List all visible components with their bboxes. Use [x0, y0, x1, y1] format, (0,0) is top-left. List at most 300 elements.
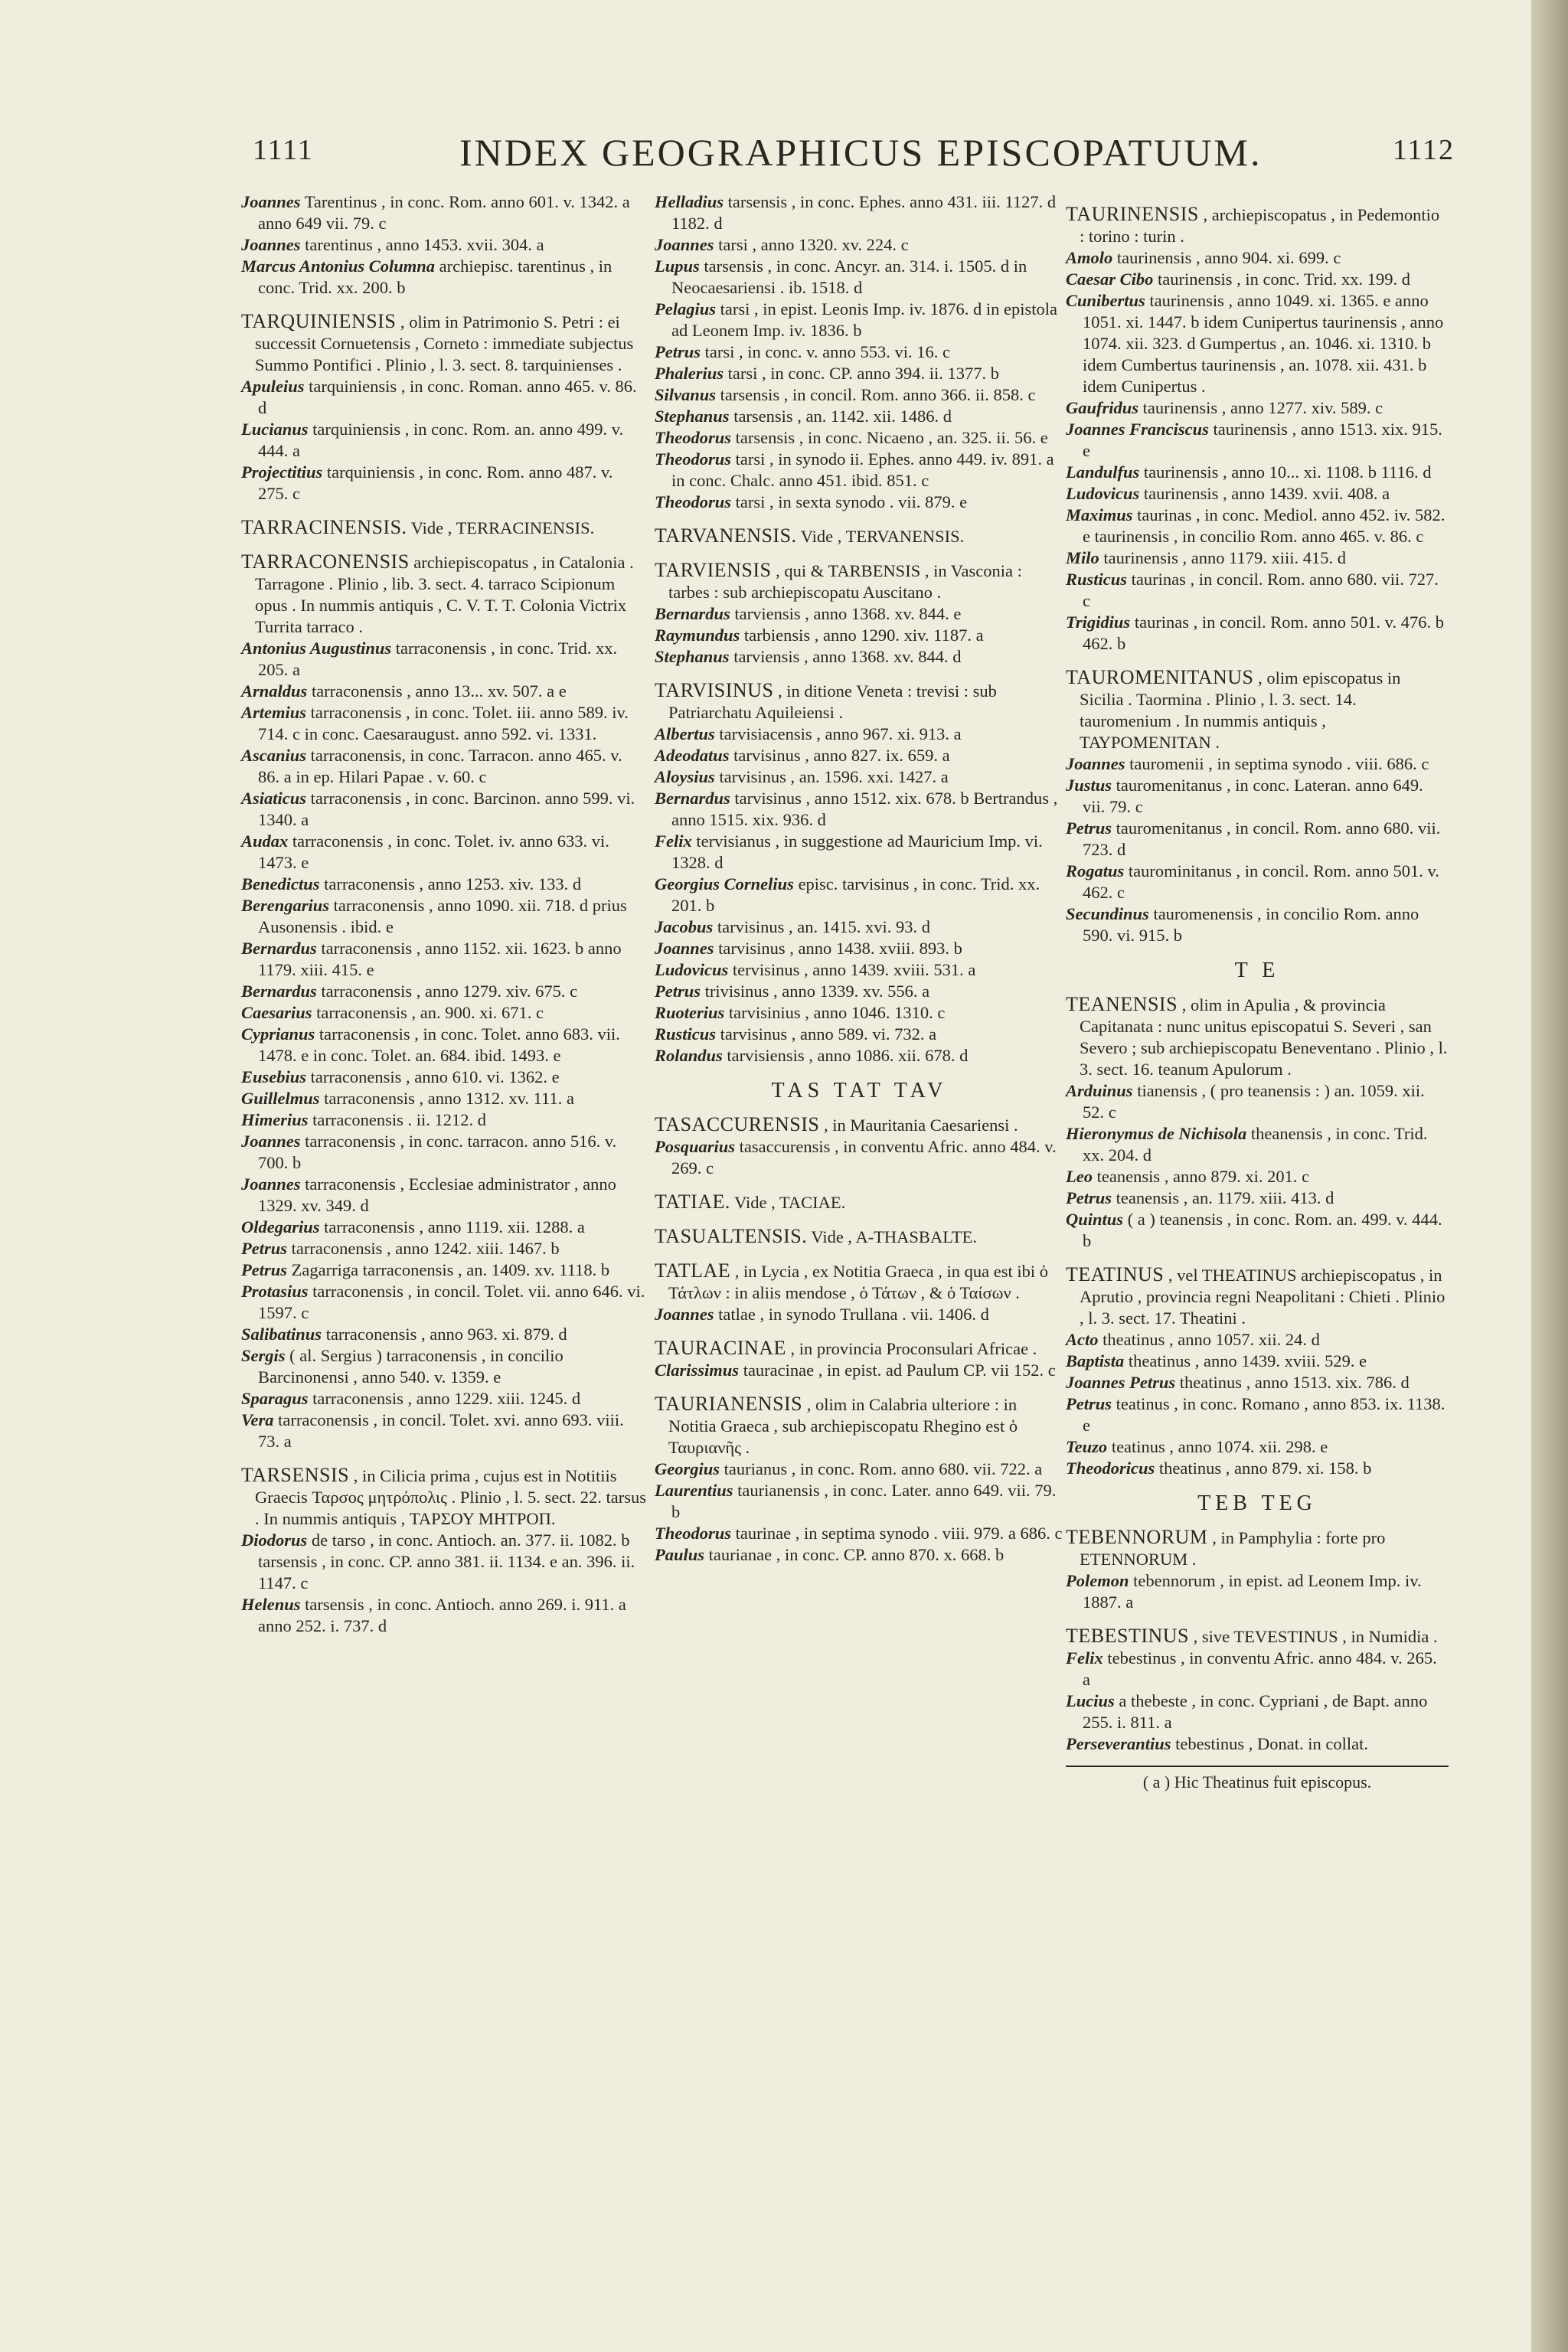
entry-text: tarraconensis , anno 13... xv. 507. a e: [311, 681, 567, 701]
entry-text: tasaccurensis , in conventu Afric. anno 484. v. 269. c: [671, 1137, 1057, 1178]
entry-text: tarraconensis , anno 1229. xiii. 1245. d: [312, 1389, 581, 1408]
section-heading: TEB TEG: [1197, 1491, 1317, 1515]
index-entry: [241, 256, 647, 299]
entry-text: tarraconensis , in conc. Barcinon. anno 599. vi. 1340. a: [258, 789, 635, 829]
bishop-name: Joannes Franciscus: [1066, 420, 1209, 439]
bishop-name: Maximus: [1066, 505, 1133, 524]
bishop-name: Joannes: [1066, 754, 1125, 773]
index-entry: [1066, 290, 1449, 397]
entry-text: tarvisinus , an. 1596. xxi. 1427. a: [719, 767, 949, 786]
bishop-name: Amolo: [1066, 248, 1113, 267]
entry-text: taurianensis , in conc. Later. anno 649. vii. 79. b: [671, 1481, 1057, 1521]
entry-text: theatinus , anno 1057. xii. 24. d: [1102, 1330, 1320, 1349]
entry-text: tarquiniensis , in conc. Rom. anno 487. v. 275. c: [258, 462, 613, 503]
index-entry: [1066, 1123, 1449, 1166]
entry-text: tarsensis , in conc. Ancyr. an. 314. i. 1505. d in Neocaesariensi . ib. 1518. d: [671, 256, 1027, 297]
bishop-name: Protasius: [241, 1282, 309, 1301]
bishop-name: Projectitius: [241, 462, 323, 482]
bishop-name: Joannes: [241, 192, 301, 211]
index-entry: [1066, 1166, 1449, 1187]
headword: TAURACINAE: [655, 1337, 786, 1359]
headword: TARVIENSIS: [655, 559, 772, 581]
entry-text: tarsensis , in concil. Rom. anno 366. ii. 858. c: [720, 385, 1036, 404]
index-heading: [1066, 1625, 1449, 1648]
entry-text: tarsi , anno 1320. xv. 224. c: [718, 235, 909, 254]
entry-text: tebestinus , in conventu Afric. anno 484. v. 265. a: [1083, 1648, 1437, 1689]
entry-text: Vide , A-THASBALTE.: [811, 1227, 977, 1246]
bishop-name: Albertus: [655, 724, 715, 743]
index-entry: [241, 234, 647, 256]
index-entry: [1066, 483, 1449, 505]
entry-text: tarsensis , an. 1142. xii. 1486. d: [733, 407, 952, 426]
entry-text: taurinensis , anno 1513. xix. 915. e: [1083, 420, 1442, 460]
index-heading: [241, 517, 647, 539]
entry-text: taurianae , in conc. CP. anno 870. x. 668. b: [708, 1545, 1004, 1564]
bishop-name: Stephanus: [655, 647, 730, 666]
entry-text: theatinus , anno 1439. xviii. 529. e: [1128, 1351, 1367, 1370]
bishop-name: Diodorus: [241, 1530, 308, 1550]
entry-text: tebestinus , Donat. in collat.: [1175, 1734, 1368, 1753]
bishop-name: Clarissimus: [655, 1361, 740, 1380]
index-entry: [655, 191, 1064, 234]
entry-text: tauracinae , in epist. ad Paulum CP. vii 152. c: [743, 1361, 1056, 1380]
headword: TARRACINENSIS.: [241, 516, 407, 538]
index-heading: [655, 525, 1064, 547]
bishop-name: Georgius Cornelius: [655, 874, 794, 893]
entry-text: Vide , TERVANENSIS.: [800, 527, 965, 546]
entry-text: tarsi , in conc. CP. anno 394. ii. 1377. b: [727, 364, 1000, 383]
bishop-name: Hieronymus de Nichisola: [1066, 1124, 1247, 1143]
entry-text: taurinas , in concil. Rom. anno 501. v. 476. b 462. b: [1083, 612, 1444, 653]
bishop-name: Paulus: [655, 1545, 705, 1564]
index-entry: [241, 702, 647, 745]
index-heading: [1066, 1264, 1449, 1329]
index-heading: [655, 1191, 1064, 1214]
bishop-name: Milo: [1066, 548, 1099, 567]
index-entry: [241, 1594, 647, 1637]
headword: TATIAE.: [655, 1191, 730, 1213]
page-number-left: 1111: [253, 134, 314, 166]
bishop-name: Helladius: [655, 192, 724, 211]
index-entry: [655, 492, 1064, 513]
entry-text: tarraconensis , anno 1242. xiii. 1467. b: [291, 1239, 560, 1258]
index-entry: [1066, 419, 1449, 462]
entry-text: tarvisinus , anno 1512. xix. 678. b Bertrandus , anno 1515. xix. 936. d: [671, 789, 1058, 829]
entry-text: tarraconensis , anno 963. xi. 879. d: [325, 1325, 567, 1344]
index-entry: [241, 1238, 647, 1259]
bishop-name: Felix: [655, 831, 692, 851]
entry-text: Vide , TERRACINENSIS.: [410, 518, 595, 537]
entry-text: tarvisinus , anno 589. vi. 732. a: [720, 1024, 937, 1044]
entry-text: tatlae , in synodo Trullana . vii. 1406. d: [718, 1305, 989, 1324]
entry-text: teatinus , anno 1074. xii. 298. e: [1111, 1437, 1328, 1456]
entry-text: , in ditione Veneta : trevisi : sub Patriarchatu Aquileiensi .: [668, 681, 997, 722]
bishop-name: Trigidius: [1066, 612, 1131, 632]
index-entry: [655, 766, 1064, 788]
entry-text: tarraconensis , anno 1253. xiv. 133. d: [324, 874, 582, 893]
entry-text: tianensis , ( pro teanensis : ) an. 1059. xii. 52. c: [1083, 1081, 1425, 1122]
index-entry: [655, 745, 1064, 766]
index-entry: [1066, 547, 1449, 569]
index-entry: [655, 1304, 1064, 1325]
entry-text: tarsi , in conc. v. anno 553. vi. 16. c: [704, 342, 950, 361]
index-entry: [655, 959, 1064, 981]
index-entry: [655, 724, 1064, 745]
index-heading: [655, 1260, 1064, 1304]
index-entry: [1066, 818, 1449, 861]
bishop-name: Petrus: [241, 1260, 288, 1279]
index-entry: [1066, 1690, 1449, 1733]
bishop-name: Petrus: [655, 342, 701, 361]
index-entry: [1066, 1372, 1449, 1393]
entry-text: tarsensis , in conc. Ephes. anno 431. iii. 1127. d 1182. d: [671, 192, 1057, 233]
entry-text: tarsi , in synodo ii. Ephes. anno 449. iv. 891. a in conc. Chalc. anno 451. ibid. 851. c: [671, 449, 1054, 490]
bishop-name: Vera: [241, 1410, 274, 1429]
bishop-name: Caesarius: [241, 1003, 312, 1022]
index-entry: [241, 1217, 647, 1238]
index-entry: [655, 646, 1064, 668]
page-number-right: 1112: [1392, 134, 1455, 166]
headword: TAUROMENITANUS: [1066, 666, 1254, 688]
bishop-name: Georgius: [655, 1459, 720, 1478]
bishop-name: Bernardus: [655, 604, 730, 623]
bishop-name: Bernardus: [241, 982, 317, 1001]
index-entry: [241, 831, 647, 874]
entry-text: tarraconensis , anno 1152. xii. 1623. b anno 1179. xiii. 415. e: [258, 939, 622, 979]
entry-text: tarviensis , anno 1368. xv. 844. e: [734, 604, 962, 623]
entry-text: tarvisiacensis , anno 967. xi. 913. a: [719, 724, 962, 743]
index-entry: [655, 384, 1064, 406]
index-entry: [655, 874, 1064, 916]
entry-text: de tarso , in conc. Antioch. an. 377. ii. 1082. b tarsensis , in conc. CP. anno 381. ii. 1134. e an. 396. ii. 1147. c: [258, 1530, 635, 1592]
headword: TASUALTENSIS.: [655, 1225, 808, 1247]
index-entry: [241, 1281, 647, 1324]
headword: TEATINUS: [1066, 1263, 1165, 1285]
index-entry: [655, 1024, 1064, 1045]
index-heading: [1066, 204, 1449, 247]
entry-text: tarraconensis , Ecclesiae administrator , anno 1329. xv. 349. d: [258, 1174, 616, 1215]
index-entry: [241, 745, 647, 788]
index-entry: [655, 341, 1064, 363]
index-entry: [241, 1345, 647, 1388]
bishop-name: Joannes: [655, 235, 714, 254]
bishop-name: Leo: [1066, 1167, 1093, 1186]
entry-text: tarsi , in epist. Leonis Imp. iv. 1876. d in epistola ad Leonem Imp. iv. 1836. b: [671, 299, 1058, 340]
bishop-name: Joannes: [241, 1132, 301, 1151]
bishop-name: Ludovicus: [655, 960, 729, 979]
headword: TAURIANENSIS: [655, 1393, 803, 1415]
bishop-name: Teuzo: [1066, 1437, 1108, 1456]
entry-text: tarraconensis , in conc. Tolet. iv. anno 633. vi. 1473. e: [258, 831, 609, 872]
bishop-name: Laurentius: [655, 1481, 733, 1500]
entry-text: , olim in Patrimonio S. Petri : ei successit Cornuetensis , Corneto : immediate subjectus Summo Pontifici . Plinio , l. 3. sect. 8. tarquinienses .: [255, 312, 634, 374]
bishop-name: Himerius: [241, 1110, 309, 1129]
index-heading: [655, 1114, 1064, 1136]
bishop-name: Petrus: [655, 982, 701, 1001]
entry-text: teatinus , in conc. Romano , anno 853. ix. 1138. e: [1083, 1394, 1446, 1435]
entry-text: tarviensis , anno 1368. xv. 844. d: [733, 647, 962, 666]
entry-text: taurinas , in conc. Mediol. anno 452. iv. 582. e taurinensis , in concilio Rom. anno 465. v. 86. c: [1083, 505, 1446, 546]
entry-text: taurinensis , anno 904. xi. 699. c: [1116, 248, 1341, 267]
index-entry: [241, 788, 647, 831]
headword: TARRACONENSIS: [241, 550, 410, 573]
bishop-name: Petrus: [1066, 818, 1112, 838]
bishop-name: Stephanus: [655, 407, 730, 426]
entry-text: tarraconensis , in conc. Tolet. iii. anno 589. iv. 714. c in conc. Caesaraugust. anno 592. vi. 1331.: [258, 703, 629, 743]
headword: TARVANENSIS.: [655, 524, 797, 547]
bishop-name: Lupus: [655, 256, 700, 276]
index-entry: [241, 1002, 647, 1024]
index-entry: [1066, 1648, 1449, 1690]
headword: TEBESTINUS: [1066, 1625, 1189, 1647]
bishop-name: Ruoterius: [655, 1003, 725, 1022]
bishop-name: Rogatus: [1066, 861, 1125, 880]
entry-text: tervisinus , anno 1439. xviii. 531. a: [732, 960, 976, 979]
entry-text: Vide , TACIAE.: [734, 1193, 846, 1212]
entry-text: tauromenitanus , in concil. Rom. anno 680. vii. 723. d: [1083, 818, 1441, 859]
entry-text: teanensis , anno 879. xi. 201. c: [1096, 1167, 1310, 1186]
headword: TEBENNORUM: [1066, 1526, 1208, 1548]
index-entry: [1066, 1436, 1449, 1458]
bishop-name: Salibatinus: [241, 1325, 322, 1344]
bishop-name: Quintus: [1066, 1210, 1124, 1229]
index-entry: [241, 1088, 647, 1109]
index-entry: [655, 1523, 1064, 1544]
bishop-name: Arduinus: [1066, 1081, 1133, 1100]
entry-text: , in Cilicia prima , cujus est in Notitiis Graecis Ταρσος μητρόπολις . Plinio , l. 5. sect. 22. tarsus . In nummis antiquis , ΤΑΡΣΟΥ ΜΗΤΡΟΠ.: [255, 1466, 647, 1528]
bishop-name: Guillelmus: [241, 1089, 320, 1108]
index-entry: [655, 449, 1064, 492]
index-entry: [241, 938, 647, 981]
index-entry: [1066, 1351, 1449, 1372]
bishop-name: Eusebius: [241, 1067, 307, 1086]
entry-text: tarraconensis , in concil. Tolet. xvi. anno 693. viii. 73. a: [258, 1410, 624, 1451]
entry-text: tarraconensis , in conc. tarracon. anno 516. v. 700. b: [258, 1132, 617, 1172]
entry-text: , archiepiscopatus , in Pedemontio : torino : turin .: [1080, 205, 1440, 246]
entry-text: tarsensis , in conc. Antioch. anno 269. i. 911. a anno 252. i. 737. d: [258, 1595, 626, 1635]
entry-text: , vel THEATINUS archiepiscopatus , in Aprutio , provincia regni Neapolitani : Chieti . Plinio , l. 3. sect. 17. Theatini .: [1080, 1266, 1446, 1328]
index-entry: [241, 376, 647, 419]
index-heading: [241, 551, 647, 638]
bishop-name: Justus: [1066, 776, 1112, 795]
section-heading: T E: [1234, 959, 1280, 982]
entry-text: tarvisinius , anno 1046. 1310. c: [728, 1003, 946, 1022]
index-entry: [1066, 1209, 1449, 1252]
bishop-name: Lucianus: [241, 420, 309, 439]
bishop-name: Ludovicus: [1066, 484, 1140, 503]
index-entry: [1066, 1080, 1449, 1123]
bishop-name: Helenus: [241, 1595, 301, 1614]
entry-text: taurinensis , anno 1049. xi. 1365. e anno 1051. xi. 1447. b idem Cunipertus taurinensis , anno 1074. xii. 323. d Gumpertus , an. 1046. xi. 1310. b idem Cumbertus taurinensis , an. 1078. xii. 431. b idem Cunipertus .: [1083, 291, 1444, 396]
index-entry: [1066, 397, 1449, 419]
index-heading: [241, 1465, 647, 1530]
index-entry: [655, 256, 1064, 299]
entry-text: tarraconensis , in conc. Trid. xx. 205. a: [258, 639, 618, 679]
index-entry: [241, 419, 647, 462]
entry-text: tarraconensis , anno 1312. xv. 111. a: [324, 1089, 574, 1108]
bishop-name: Lucius: [1066, 1691, 1115, 1710]
index-entry: [1066, 462, 1449, 483]
entry-text: ( a ) teanensis , in conc. Rom. an. 499. v. 444. b: [1083, 1210, 1442, 1250]
entry-text: theatinus , anno 879. xi. 158. b: [1158, 1459, 1372, 1478]
entry-text: , sive TEVESTINUS , in Numidia .: [1193, 1627, 1438, 1646]
bishop-name: Jacobus: [655, 917, 714, 936]
bishop-name: Rusticus: [1066, 570, 1128, 589]
headword: TAURINENSIS: [1066, 203, 1199, 225]
bishop-name: Gaufridus: [1066, 398, 1139, 417]
index-entry: [1066, 861, 1449, 903]
entry-text: tarquiniensis , in conc. Rom. an. anno 499. v. 444. a: [258, 420, 624, 460]
entry-text: taurinensis , anno 10... xi. 1108. b 1116. d: [1143, 462, 1432, 482]
bishop-name: Silvanus: [655, 385, 717, 404]
index-entry: [1066, 269, 1449, 290]
bishop-name: Rolandus: [655, 1046, 723, 1065]
index-entry: [1066, 1187, 1449, 1209]
index-entry: [1066, 775, 1449, 818]
entry-text: a thebeste , in conc. Cypriani , de Bapt. anno 255. i. 811. a: [1083, 1691, 1428, 1732]
headword: TARQUINIENSIS: [241, 310, 397, 332]
index-entry: [241, 191, 647, 234]
bishop-name: Joannes: [655, 1305, 714, 1324]
bishop-name: Ascanius: [241, 746, 307, 765]
bishop-name: Oldegarius: [241, 1217, 320, 1236]
index-entry: [1066, 1733, 1449, 1755]
bishop-name: Perseverantius: [1066, 1734, 1171, 1753]
entry-text: theatinus , anno 1513. xix. 786. d: [1179, 1373, 1410, 1392]
index-entry: [1066, 569, 1449, 612]
entry-text: tervisianus , in suggestione ad Mauricium Imp. vi. 1328. d: [671, 831, 1043, 872]
index-entry: [1066, 1570, 1449, 1613]
index-entry: [241, 681, 647, 702]
entry-text: , in Mauritania Caesariensi .: [823, 1116, 1018, 1135]
headword: TASACCURENSIS: [655, 1113, 820, 1135]
running-head: [253, 130, 1508, 184]
entry-text: taurominitanus , in concil. Rom. anno 501. v. 462. c: [1083, 861, 1439, 902]
index-entry: [1066, 753, 1449, 775]
index-entry: [241, 1530, 647, 1594]
bishop-name: Sparagus: [241, 1389, 309, 1408]
entry-text: , olim in Calabria ulteriore : in Notitia Graeca , sub archiepiscopatu Rhegino est ὁ Ταυριανῆς .: [668, 1395, 1018, 1457]
bishop-name: Landulfus: [1066, 462, 1140, 482]
entry-text: tarvisinus , anno 1438. xviii. 893. b: [718, 939, 962, 958]
bishop-name: Apuleius: [241, 377, 305, 396]
index-entry: [655, 916, 1064, 938]
column-middle: [655, 191, 1064, 1566]
headword: TATLAE: [655, 1259, 731, 1282]
index-entry: [655, 788, 1064, 831]
entry-text: taurinensis , in conc. Trid. xx. 199. d: [1158, 270, 1411, 289]
bishop-name: Felix: [1066, 1648, 1103, 1668]
entry-text: tarvisinus , anno 827. ix. 659. a: [733, 746, 950, 765]
bishop-name: Benedictus: [241, 874, 320, 893]
index-entry: [655, 1480, 1064, 1523]
index-entry: [241, 1109, 647, 1131]
index-heading: [655, 1338, 1064, 1360]
entry-text: taurinensis , anno 1439. xvii. 408. a: [1143, 484, 1390, 503]
index-heading: [655, 680, 1064, 724]
entry-text: tarvisinus , an. 1415. xvi. 93. d: [717, 917, 930, 936]
bishop-name: Rusticus: [655, 1024, 717, 1044]
bishop-name: Bernardus: [655, 789, 730, 808]
index-entry: [655, 1544, 1064, 1566]
section-heading: TAS TAT TAV: [771, 1079, 948, 1102]
entry-text: tarraconensis , in conc. Tolet. anno 683. vii. 1478. e in conc. Tolet. an. 684. ibid. 1493. e: [258, 1024, 620, 1065]
bishop-name: Adeodatus: [655, 746, 730, 765]
bishop-name: Marcus Antonius Columna: [241, 256, 436, 276]
index-heading: [655, 1393, 1064, 1459]
index-entry: [241, 1174, 647, 1217]
index-heading: [1066, 1527, 1449, 1570]
bishop-name: Acto: [1066, 1330, 1099, 1349]
bishop-name: Secundinus: [1066, 904, 1149, 923]
index-entry: [655, 938, 1064, 959]
bishop-name: Joannes: [241, 235, 301, 254]
entry-text: tarraconensis . ii. 1212. d: [312, 1110, 486, 1129]
entry-text: tarraconensis , anno 1090. xii. 718. d prius Ausonensis . ibid. e: [258, 896, 627, 936]
bishop-name: Joannes: [241, 1174, 301, 1194]
entry-text: tarraconensis, in conc. Tarracon. anno 465. v. 86. a in ep. Hilari Papae . v. 60. c: [258, 746, 622, 786]
entry-text: tarsi , in sexta synodo . vii. 879. e: [735, 492, 968, 511]
entry-text: taurianus , in conc. Rom. anno 680. vii. 722. a: [724, 1459, 1043, 1478]
bishop-name: Bernardus: [241, 939, 317, 958]
index-entry: [1066, 505, 1449, 547]
index-entry: [241, 1388, 647, 1410]
index-entry: [1066, 247, 1449, 269]
bishop-name: Theodoricus: [1066, 1459, 1155, 1478]
index-entry: [655, 1045, 1064, 1067]
entry-text: tarraconensis , anno 610. vi. 1362. e: [310, 1067, 560, 1086]
index-entry: [241, 462, 647, 505]
index-entry: [1066, 1329, 1449, 1351]
index-entry: [241, 1067, 647, 1088]
bishop-name: Cunibertus: [1066, 291, 1145, 310]
index-heading: [1066, 667, 1449, 753]
index-entry: [655, 1360, 1064, 1381]
entry-text: , olim in Apulia , & provincia Capitanata : nunc unitus episcopatui S. Severi , san Severo ; sub archiepiscopatu Beneventano . Plinio , l. 3. sect. 16. teanum Apulorum .: [1080, 995, 1448, 1079]
entry-text: , in Lycia , ex Notitia Graeca , in qua est ibi ὁ Τάτλων : in aliis mendose , ὁ Τάτων , & ὁ Ταίσων .: [668, 1262, 1049, 1302]
entry-text: tarsensis , in conc. Nicaeno , an. 325. ii. 56. e: [735, 428, 1048, 447]
entry-text: Tarentinus , in conc. Rom. anno 601. v. 1342. a anno 649 vii. 79. c: [258, 192, 630, 233]
index-entry: [655, 831, 1064, 874]
index-entry: [655, 363, 1064, 384]
bishop-name: Berengarius: [241, 896, 330, 915]
entry-text: tarbiensis , anno 1290. xiv. 1187. a: [743, 626, 984, 645]
entry-text: ( al. Sergius ) tarraconensis , in concilio Barcinonensi , anno 540. v. 1359. e: [258, 1346, 564, 1387]
bishop-name: Raymundus: [655, 626, 740, 645]
bishop-name: Caesar Cibo: [1066, 270, 1154, 289]
entry-text: tauromenii , in septima synodo . viii. 686. c: [1129, 754, 1429, 773]
bishop-name: Asiaticus: [241, 789, 307, 808]
entry-text: taurinensis , anno 1179. xiii. 415. d: [1103, 548, 1347, 567]
page-title: INDEX GEOGRAPHICUS EPISCOPATUUM.: [459, 131, 1263, 174]
index-entry: [655, 625, 1064, 646]
bishop-name: Joannes: [655, 939, 714, 958]
entry-text: teanensis , an. 1179. xiii. 413. d: [1116, 1188, 1334, 1207]
index-entry: [655, 1459, 1064, 1480]
index-entry: [655, 603, 1064, 625]
entry-text: episc. tarvisinus , in conc. Trid. xx. 201. b: [671, 874, 1040, 915]
entry-text: tebennorum , in epist. ad Leonem Imp. iv. 1887. a: [1083, 1571, 1422, 1612]
index-heading: [655, 560, 1064, 603]
footnote: ( a ) Hic Theatinus fuit episcopus.: [1066, 1766, 1449, 1793]
index-heading: [655, 1226, 1064, 1248]
bishop-name: Theodorus: [655, 428, 732, 447]
entry-text: tarvisiensis , anno 1086. xii. 678. d: [727, 1046, 969, 1065]
bishop-name: Petrus: [1066, 1188, 1112, 1207]
bishop-name: Joannes Petrus: [1066, 1373, 1176, 1392]
entry-text: tauromenitanus , in conc. Lateran. anno 649. vii. 79. c: [1083, 776, 1423, 816]
entry-text: tarraconensis , in concil. Tolet. vii. anno 646. vi. 1597. c: [258, 1282, 645, 1322]
